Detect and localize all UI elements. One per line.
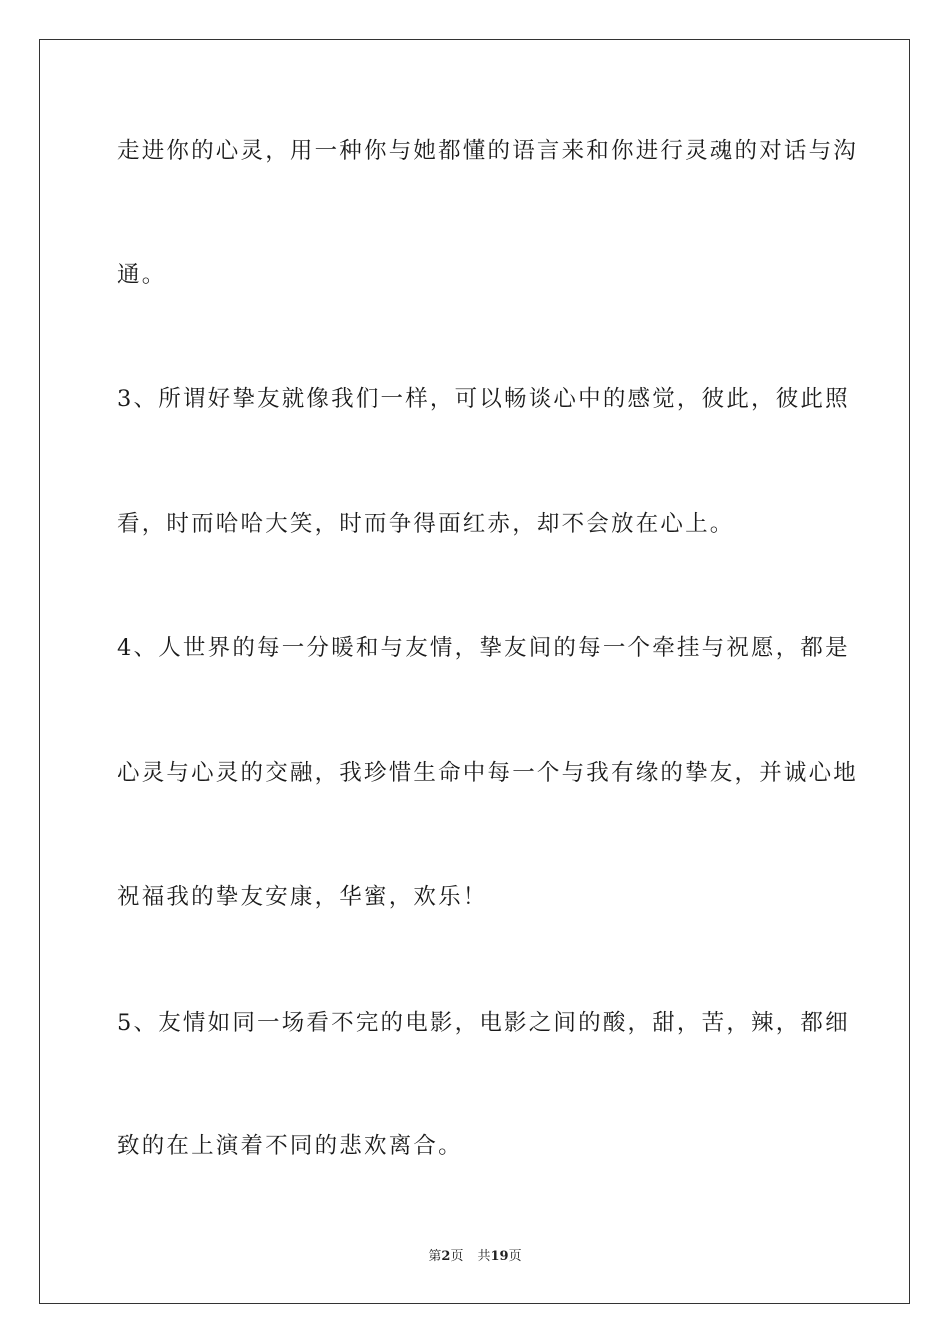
text-line: 致的在上演着不同的悲欢离合。	[117, 1133, 463, 1159]
text-line: 走进你的心灵，用一种你与她都懂的语言来和你进行灵魂的对话与沟	[117, 138, 859, 164]
page-footer	[0, 1248, 950, 1266]
total-label-suffix: 页	[508, 1249, 522, 1264]
page-label-prefix: 第	[428, 1249, 442, 1264]
page-label-suffix: 页	[450, 1249, 464, 1264]
text-line: 5、友情如同一场看不完的电影，电影之间的酸，甜，苦，辣，都细	[117, 1010, 850, 1036]
page-number: 2	[441, 1249, 451, 1264]
page-border	[39, 39, 910, 1304]
text-line: 通。	[117, 262, 167, 288]
text-line: 祝福我的挚友安康，华蜜，欢乐！	[117, 884, 488, 910]
text-line: 3、所谓好挚友就像我们一样，可以畅谈心中的感觉，彼此，彼此照	[117, 386, 850, 412]
text-line: 看，时而哈哈大笑，时而争得面红赤，却不会放在心上。	[117, 511, 735, 537]
text-line: 4、人世界的每一分暖和与友情，挚友间的每一个牵挂与祝愿，都是	[117, 635, 850, 661]
text-line: 心灵与心灵的交融，我珍惜生命中每一个与我有缘的挚友，并诚心地	[117, 760, 859, 786]
total-pages: 19	[490, 1249, 509, 1264]
total-label-prefix: 共	[477, 1249, 491, 1264]
